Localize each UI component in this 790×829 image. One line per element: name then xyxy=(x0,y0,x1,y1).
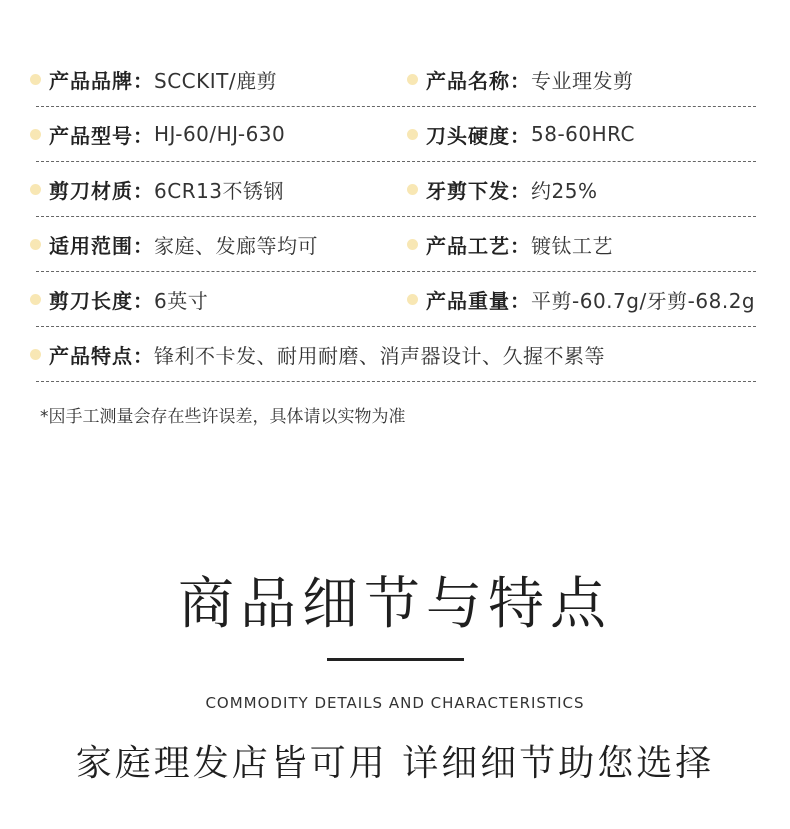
spec-row xyxy=(36,52,756,107)
spec-cell xyxy=(407,272,755,326)
spec-value: 平剪-60.7g/牙剪-68.2g xyxy=(531,288,756,313)
spec-cell xyxy=(30,327,605,381)
spec-value: 58-60HRC xyxy=(531,122,636,146)
spec-key: 产品特点： xyxy=(49,343,154,368)
spec-cell xyxy=(30,162,284,216)
title-underline xyxy=(327,658,464,661)
spec-value: 6英寸 xyxy=(154,288,209,313)
spec-value: 锋利不卡发、耐用耐磨、消声器设计、久握不累等 xyxy=(154,343,605,368)
spec-cell xyxy=(30,217,318,271)
spec-table xyxy=(0,52,790,382)
bullet-dot-icon xyxy=(407,74,418,85)
spec-cell xyxy=(30,272,208,326)
spec-key: 剪刀长度： xyxy=(49,288,154,313)
bullet-dot-icon xyxy=(407,129,418,140)
spec-key: 牙剪下发： xyxy=(426,178,531,203)
spec-value: 6CR13不锈钢 xyxy=(154,178,285,203)
spec-row xyxy=(36,107,756,162)
bullet-dot-icon xyxy=(30,74,41,85)
bullet-dot-icon xyxy=(30,184,41,195)
spec-row xyxy=(36,327,756,382)
spec-value: 专业理发剪 xyxy=(531,68,634,93)
bullet-dot-icon xyxy=(30,129,41,140)
spec-cell xyxy=(407,107,635,161)
spec-key: 产品名称： xyxy=(426,68,531,93)
spec-value: HJ-60/HJ-630 xyxy=(154,122,286,146)
section-subtitle: COMMODITY DETAILS AND CHARACTERISTICS xyxy=(205,694,585,712)
spec-key: 产品重量： xyxy=(426,288,531,313)
bullet-dot-icon xyxy=(407,294,418,305)
bullet-dot-icon xyxy=(30,349,41,360)
spec-row xyxy=(36,162,756,217)
spec-cell xyxy=(30,107,285,161)
bullet-dot-icon xyxy=(407,239,418,250)
section-tagline: 家庭理发店皆可用 详细细节助您选择 xyxy=(75,743,715,784)
spec-key: 适用范围： xyxy=(49,233,154,258)
section-title: 商品细节与特点 xyxy=(178,572,612,637)
bullet-dot-icon xyxy=(30,239,41,250)
bullet-dot-icon xyxy=(407,184,418,195)
spec-key: 剪刀材质： xyxy=(49,178,154,203)
spec-row xyxy=(36,217,756,272)
spec-row xyxy=(36,272,756,327)
spec-value: 约25% xyxy=(531,178,598,203)
spec-cell xyxy=(407,162,597,216)
spec-value: 家庭、发廊等均可 xyxy=(154,233,318,258)
spec-key: 产品品牌： xyxy=(49,68,154,93)
spec-cell xyxy=(407,52,634,106)
measurement-note: *因手工测量会存在些许误差，具体请以实物为准 xyxy=(40,407,406,427)
spec-key: 产品工艺： xyxy=(426,233,531,258)
spec-cell xyxy=(407,217,613,271)
spec-value: SCCKIT/鹿剪 xyxy=(154,68,278,93)
bullet-dot-icon xyxy=(30,294,41,305)
spec-cell xyxy=(30,52,277,106)
spec-key: 刀头硬度： xyxy=(426,123,531,148)
spec-key: 产品型号： xyxy=(49,123,154,148)
spec-value: 镀钛工艺 xyxy=(531,233,613,258)
